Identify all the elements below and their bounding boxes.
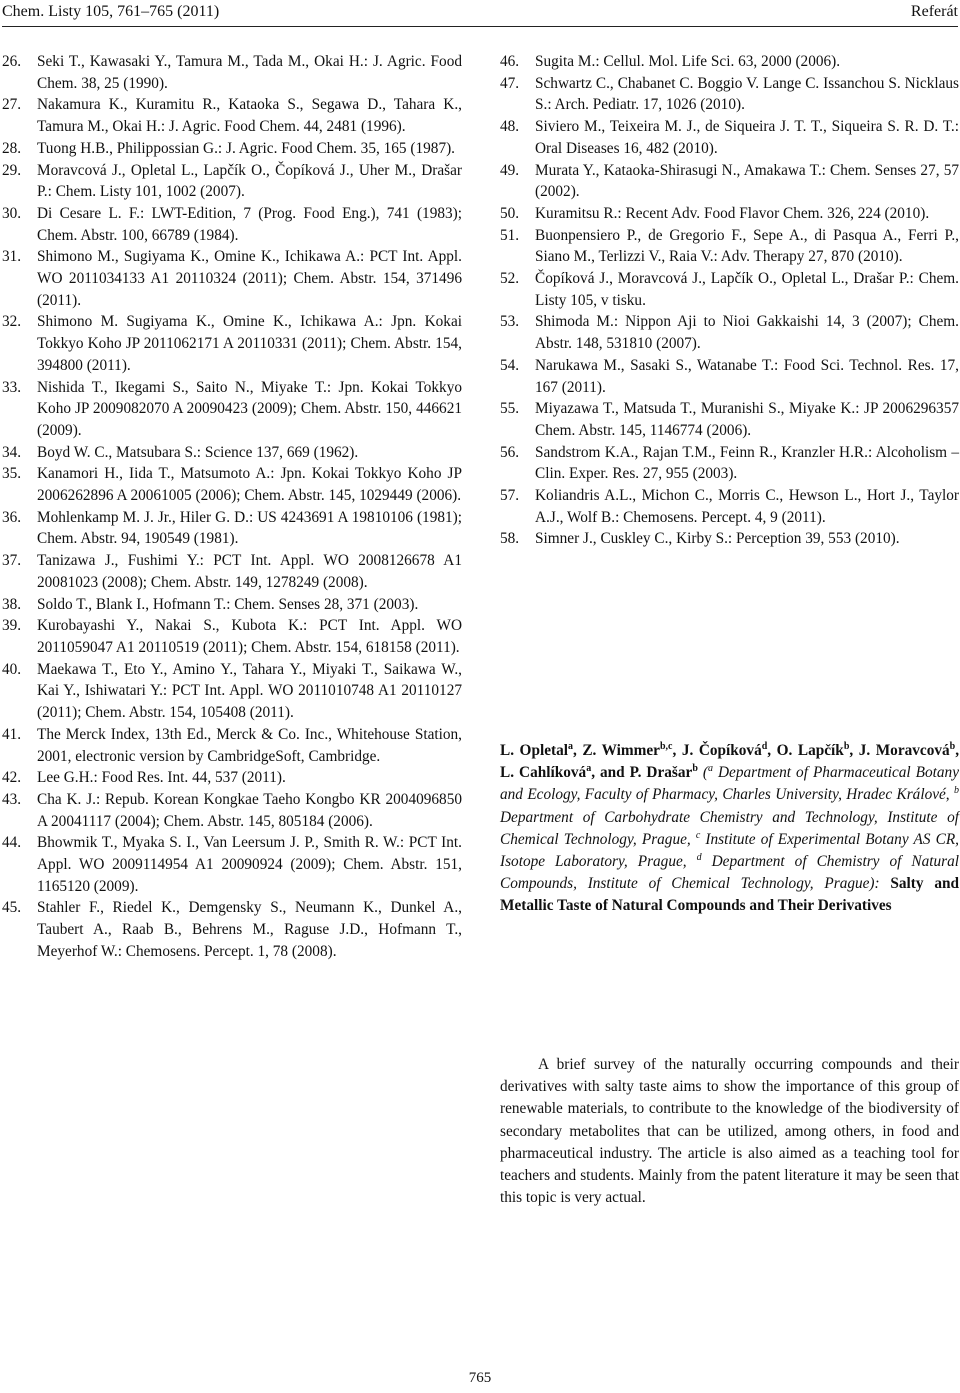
reference-item: 57. Koliandris A.L., Michon C., Morris C., Hewson L., Hort J., Taylor A.J., Wolf B.: Chemosens. Percept. 4, 9 (2011). [500, 487, 959, 526]
reference-item: 56. Sandstrom K.A., Rajan T.M., Feinn R., Kranzler H.R.: Alcoholism – Clin. Exper. Res. 27, 955 (2003). [500, 443, 959, 483]
reference-item: 55. Miyazawa T., Matsuda T., Muranishi S., Miyake K.: JP 2006296357 Chem. Abstr. 145, 1146774 (2006). [500, 400, 959, 439]
reference-item: 34. Boyd W. C., Matsubara S.: Science 137, 669 (1962). [2, 443, 359, 461]
reference-list-left [2, 51, 462, 963]
journal-citation: Chem. Listy 105, 761–765 (2011) [2, 3, 220, 20]
reference-item: 27. Nakamura K., Kuramitu R., Kataoka S., Segawa D., Tahara K., Tamura M., Okai H.: J. Agric. Food Chem. 44, 2481 (1996). [2, 96, 462, 136]
article-title: Salty and Metallic Taste of Natural Compounds and Their Derivatives [500, 875, 959, 915]
reference-item: 42. Lee G.H.: Food Res. Int. 44, 537 (2011). [2, 769, 286, 787]
reference-item: 38. Soldo T., Blank I., Hofmann T.: Chem. Senses 28, 371 (2003). [2, 595, 419, 613]
author: J. Čopíková$^d$, [681, 740, 777, 759]
reference-item: 26. Seki T., Kawasaki Y., Tamura M., Tada M., Okai H.: J. Agric. Food Chem. 38, 25 (1990). [2, 53, 462, 92]
reference-item: 31. Shimono M., Sugiyama K., Omine K., Ichikawa A.: PCT Int. Appl. WO 2011034133 A1 20110324 (2011); Chem. Abstr. 154, 371496 (2011). [2, 248, 462, 309]
reference-item: 47. Schwartz C., Chabanet C. Boggio V. Lange C. Issanchou S. Nicklaus S.: Arch. Pediatr. 17, 1026 (2010). [500, 74, 959, 114]
reference-item: 28. Tuong H.B., Philippossian G.: J. Agric. Food Chem. 35, 165 (1987). [2, 139, 456, 157]
reference-item: 32. Shimono M. Sugiyama K., Omine K., Ichikawa A.: Jpn. Kokai Tokkyo Koho JP 2011062171 A 20110331 (2011); Chem. Abstr. 154, 394800 (2011). [2, 313, 462, 374]
reference-item: 58. Simner J., Cuskley C., Kirby S.: Perception 39, 553 (2010). [500, 530, 900, 548]
english-summary-heading [500, 740, 959, 918]
reference-item: 41. The Merck Index, 13th Ed., Merck & Co. Inc., Whitehouse Station, 2001, electronic version by CambridgeSoft, Cambridge. [2, 725, 462, 765]
author: L. Opletal$^a$, [500, 740, 583, 759]
reference-item: 35. Kanamori H., Iida T., Matsumoto A.: Jpn. Kokai Tokkyo Koho JP 2006262896 A 20061005 (2006); Chem. Abstr. 145, 1029449 (2006). [2, 465, 462, 505]
author: O. Lapčík$^b$, [776, 740, 859, 759]
reference-item: 30. Di Cesare L. F.: LWT-Edition, 7 (Prog. Food Eng.), 741 (1983); Chem. Abstr. 100, 66789 (1984). [2, 204, 462, 244]
reference-item: 46. Sugita M.: Cellul. Mol. Life Sci. 63, 2000 (2006). [500, 53, 841, 70]
reference-item: 44. Bhowmik T., Myaka S. I., Van Leersum J. P., Smith R. W.: PCT Int. Appl. WO 2009114954 A1 20090924 (2009); Chem. Abstr. 151, 1165120 (2009). [2, 834, 462, 895]
reference-item: 39. Kurobayashi Y., Nakai S., Kubota K.: PCT Int. Appl. WO 2011059047 A1 20110519 (2011); Chem. Abstr. 154, 618158 (2011). [2, 617, 462, 656]
author: Z. Wimmer$^{b,c}$, [582, 740, 682, 759]
running-header [2, 0, 958, 27]
reference-list-right [500, 51, 959, 550]
reference-item: 29. Moravcová J., Opletal L., Lapčík O., Čopíková J., Uher M., Drašar P.: Chem. Listy 101, 1002 (2007). [2, 161, 462, 201]
section-label: Referát [910, 3, 958, 20]
reference-item: 48. Siviero M., Teixeira M. J., de Siqueira J. T. T., Siqueira S. R. D. T.: Oral Diseases 16, 482 (2010). [500, 118, 959, 157]
affiliations: ($^a$ Department of Pharmaceutical Botany and Ecology, Faculty of Pharmacy, Charles University, Hradec Králové, $^b$ Department of Carbohydrate Chemistry and Technology, Institute of Chemical Technology, Prague, $^c$ Institute of Experimental Botany AS CR, Isotope Laboratory, Prague, $^d$ Department of Chemistry of Natural Compounds, Institute of Chemical Technology, Prague): [500, 763, 959, 893]
reference-item: 50. Kuramitsu R.: Recent Adv. Food Flavor Chem. 326, 224 (2010). [500, 204, 930, 222]
reference-item: 51. Buonpensiero P., de Gregorio F., Sepe A., di Pasqua A., Ferri P., Siano M., Terlizzi V., Raia V.: Adv. Therapy 27, 870 (2010). [500, 226, 959, 266]
reference-item: 36. Mohlenkamp M. J. Jr., Hiler G. D.: US 4243691 A 19810106 (1981); Chem. Abstr. 94, 190549 (1981). [2, 508, 462, 548]
page-number: 765 [468, 1370, 492, 1386]
reference-item: 49. Murata Y., Kataoka-Shirasugi N., Amakawa T.: Chem. Senses 27, 57 (2002). [500, 161, 959, 201]
reference-item: 54. Narukawa M., Sasaki S., Watanabe T.: Food Sci. Technol. Res. 17, 167 (2011). [500, 356, 959, 396]
author: J. Moravcová$^b$, [858, 740, 960, 759]
reference-item: 37. Tanizawa J., Fushimi Y.: PCT Int. Appl. WO 2008126678 A1 20081023 (2008); Chem. Abstr. 149, 1278249 (2008). [2, 552, 462, 591]
reference-item: 45. Stahler F., Riedel K., Demgensky S., Neumann K., Dunkel A., Taubert A., Raab B., Behrens M., Raguse J.D., Hofmann T., Meyerhof W.: Chemosens. Percept. 1, 78 (2008). [2, 899, 462, 960]
reference-item: 52. Čopíková J., Moravcová J., Lapčík O., Opletal L., Drašar P.: Chem. Listy 105, v tisku. [500, 270, 959, 309]
author: L. Cahlíková$^a$, and [500, 763, 630, 782]
author: P. Drašar$^b$ [629, 763, 698, 782]
abstract-paragraph: A brief survey of the naturally occurring compounds and their derivatives with salty taste aims to show the importance of this group of renewable materials, to contribute to the knowledge of the biodiversity of secondary metabolites that can be utilized, among others, in food and pharmaceutical industry. The article is also aimed as a teaching tool for teachers and students. Mainly from the patent literature it may be seen that this topic is very actual. [500, 1056, 959, 1207]
reference-item: 40. Maekawa T., Eto Y., Amino Y., Tahara Y., Miyaki T., Saikawa W., Kai Y., Ishiwatari Y.: PCT Int. Appl. WO 2011010748 A1 20110127 (2011); Chem. Abstr. 154, 105408 (2011). [2, 660, 462, 722]
reference-item: 53. Shimoda M.: Nippon Aji to Nioi Gakkaishi 14, 3 (2007); Chem. Abstr. 148, 531810 (2007). [500, 313, 959, 353]
reference-item: 43. Cha K. J.: Repub. Korean Kongkae Taeho Kongbo KR 2004096850 A 20041117 (2004); Chem. Abstr. 145, 805184 (2006). [2, 790, 462, 830]
reference-item: 33. Nishida T., Ikegami S., Saito N., Miyake T.: Jpn. Kokai Tokkyo Koho JP 2009082070 A 20090423 (2009); Chem. Abstr. 150, 446621 (2009). [2, 378, 462, 439]
